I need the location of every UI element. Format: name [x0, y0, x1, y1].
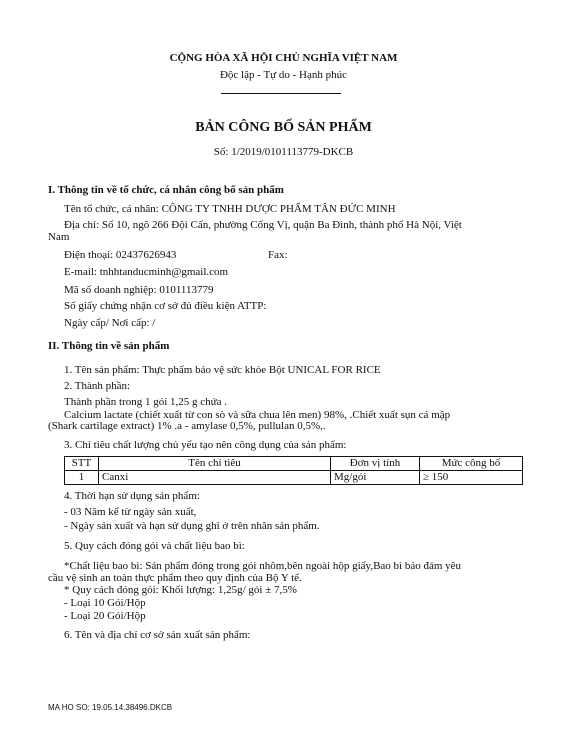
document-title: BẢN CÔNG BỐ SẢN PHẨM	[195, 120, 372, 135]
packaging-spec: * Quy cách đóng gói: Khối lượng: 1,25g/ gói ± 7,5%	[64, 584, 297, 596]
phone: Điện thoại: 02437626943	[64, 249, 177, 261]
column-header: STT	[65, 457, 99, 471]
table-cell: Canxi	[99, 471, 331, 485]
shelf-life-heading: 4. Thời hạn sử dụng sản phẩm:	[64, 490, 200, 502]
header-divider	[221, 93, 341, 94]
composition-intro: Thành phần trong 1 gói 1,25 g chứa .	[64, 396, 227, 408]
national-title: CỘNG HÒA XÃ HỘI CHỦ NGHĨA VIỆT NAM	[169, 52, 398, 64]
packaging-option-20: - Loại 20 Gói/Hộp	[64, 610, 146, 622]
quality-criteria-table	[64, 456, 523, 485]
section2-heading: II. Thông tin về sản phẩm	[48, 340, 170, 352]
table-cell: Mg/gói	[331, 471, 420, 485]
tax-code: Mã số doanh nghiệp: 0101113779	[64, 284, 214, 296]
address-line1: Địa chỉ: Số 10, ngõ 266 Đội Cấn, phường Cống Vị, quận Ba Đình, thành phố Hà Nội, Việt	[64, 219, 462, 231]
org-name: Tên tổ chức, cá nhân: CÔNG TY TNHH DƯỢC PHẨM TÂN ĐỨC MINH	[64, 203, 396, 215]
table-cell: ≥ 150	[420, 471, 523, 485]
composition-heading: 2. Thành phần:	[64, 380, 131, 392]
issue-date: Ngày cấp/ Nơi cấp: /	[64, 317, 156, 329]
composition-line2: (Shark cartilage extract) 1% .a - amylase 0,5%, pullulan 0,5%,.	[48, 420, 326, 432]
document-number: Số: 1/2019/0101113779-DKCB	[213, 146, 354, 158]
column-header: Đơn vị tính	[331, 457, 420, 471]
table-row	[65, 471, 523, 485]
table-cell: 1	[65, 471, 99, 485]
column-header: Mức công bố	[420, 457, 523, 471]
criteria-heading: 3. Chỉ tiêu chất lượng chủ yếu tạo nên công dụng của sản phẩm:	[64, 439, 347, 451]
address-line2: Nam	[48, 231, 70, 243]
table-header-row	[65, 457, 523, 471]
fax: Fax:	[268, 249, 288, 261]
manufacturer-heading: 6. Tên và địa chỉ cơ sở sản xuất sản phẩm:	[64, 629, 251, 641]
packaging-material-line2: cầu vệ sinh an toàn thực phẩm theo quy định của Bộ Y tế.	[48, 572, 302, 584]
email: E-mail: tnhhtanducminh@gmail.com	[64, 266, 229, 278]
packaging-material-line1: *Chất liệu bao bì: Sản phẩm đóng trong gói nhôm,bên ngoài hộp giấy,Bao bì bảo đảm yêu	[64, 560, 462, 572]
packaging-heading: 5. Quy cách đóng gói và chất liệu bao bì:	[64, 540, 245, 552]
column-header: Tên chỉ tiêu	[99, 457, 331, 471]
product-name: 1. Tên sản phẩm: Thực phẩm bảo vệ sức khỏe Bột UNICAL FOR RICE	[64, 364, 381, 376]
shelf-life-line1: - 03 Năm kể từ ngày sản xuất,	[64, 506, 197, 518]
section1-heading: I. Thông tin về tổ chức, cá nhân công bố sản phẩm	[48, 184, 284, 196]
composition-line1: Calcium lactate (chiết xuất từ con sò và sữa chua lên men) 98%, .Chiết xuất sụn cá mập	[64, 409, 451, 421]
food-safety-certificate: Số giấy chứng nhận cơ sở đủ điều kiện ATTP:	[64, 300, 267, 312]
packaging-option-10: - Loại 10 Gói/Hộp	[64, 597, 146, 609]
motto: Độc lập - Tự do - Hạnh phúc	[219, 69, 348, 81]
shelf-life-line2: - Ngày sản xuất và hạn sử dụng ghi ở trên nhãn sản phẩm.	[64, 520, 320, 532]
record-code: MA HO SO: 19.05.14.38496.DKCB	[48, 703, 173, 712]
